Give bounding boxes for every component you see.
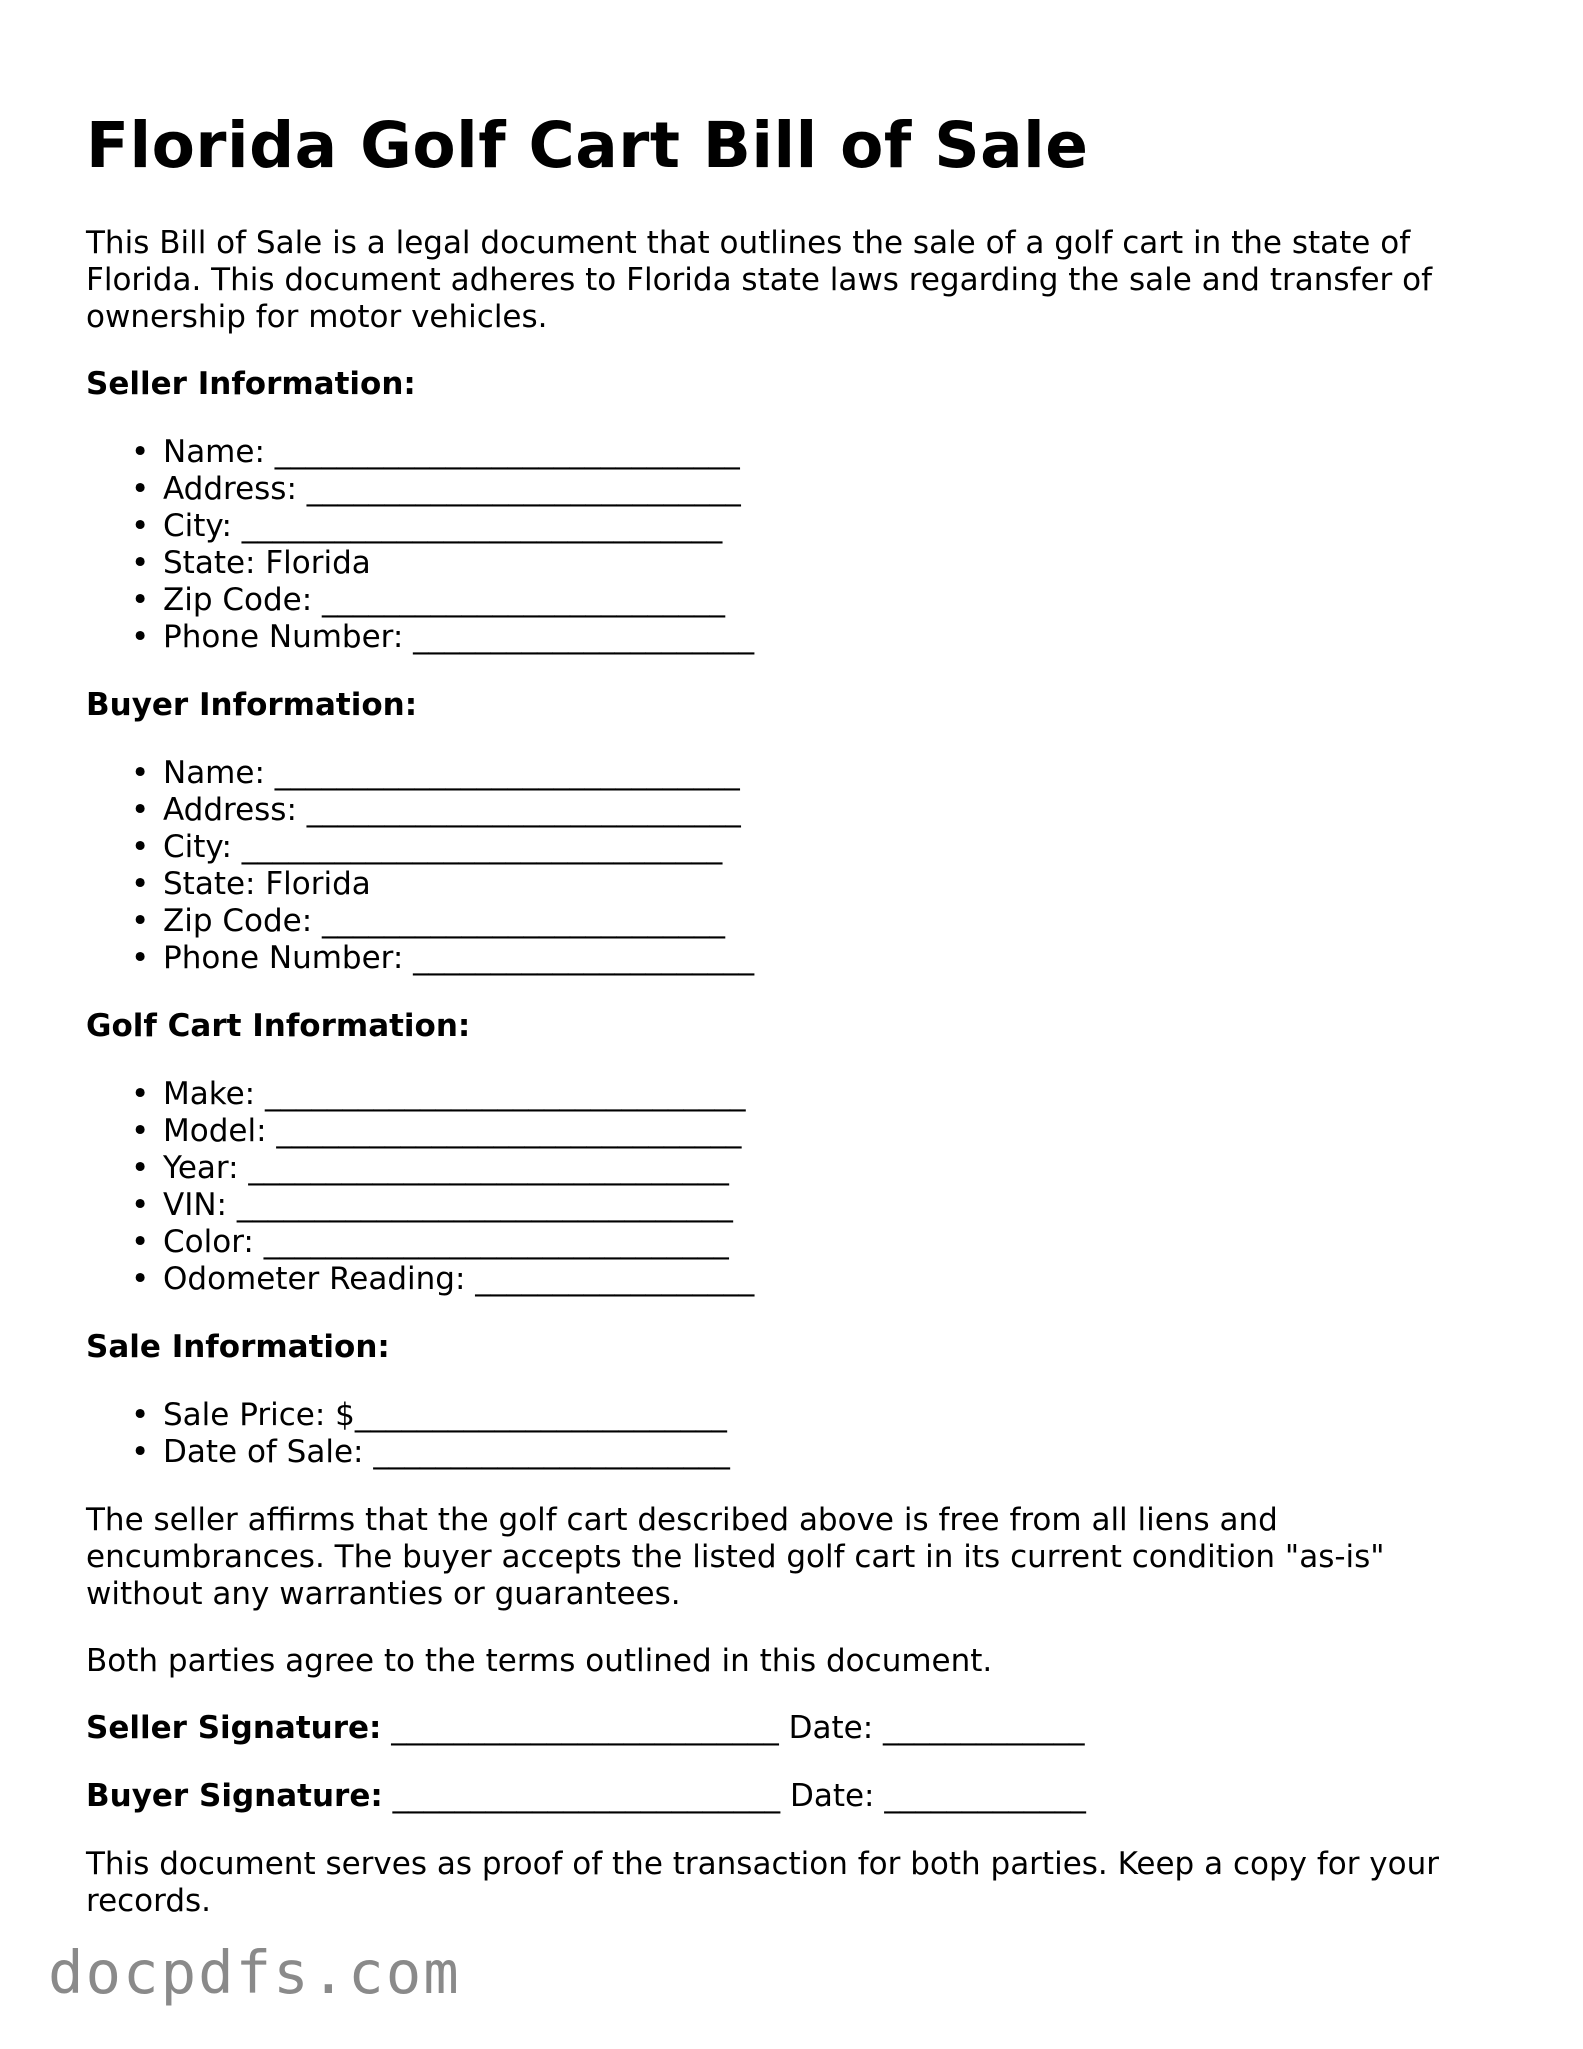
seller-phone-field — [86, 619, 1486, 656]
list-item-text: State: Florida — [163, 866, 371, 902]
bullet-icon: • — [131, 1113, 150, 1149]
list-item-text: Year: _______________________________ — [163, 1150, 729, 1186]
bullet-icon: • — [131, 1261, 150, 1297]
sale-info-list — [86, 1397, 1486, 1471]
list-item-text: Phone Number: ______________________ — [163, 940, 755, 976]
buyer-section-heading: Buyer Information: — [86, 687, 418, 723]
affirmation-paragraph: The seller affirms that the golf cart described above is free from all liens and encumbrances. The buyer accepts the listed golf cart in its current condition "as-is" without any warranties or guarantees. — [86, 1502, 1385, 1612]
intro-paragraph: This Bill of Sale is a legal document that outlines the sale of a golf cart in the state of Florida. This document adheres to Florida state laws regarding the sale and transfer of ownership for motor vehicles. — [86, 225, 1433, 335]
list-item-text: Phone Number: ______________________ — [163, 619, 755, 655]
bullet-icon: • — [131, 866, 150, 902]
buyer-signature-label: Buyer Signature: — [86, 1778, 383, 1814]
cart-color-field — [86, 1224, 1486, 1261]
seller-signature-blanks: _________________________ Date: _____________ — [381, 1710, 1085, 1746]
buyer-signature-line — [86, 1778, 1486, 1815]
buyer-city-field — [86, 829, 1486, 866]
document-page — [86, 105, 1486, 1950]
list-item-text: VIN: ________________________________ — [163, 1187, 733, 1223]
seller-name-field — [86, 434, 1486, 471]
buyer-info-list — [86, 755, 1486, 977]
seller-state-field — [86, 545, 1486, 582]
agreement-paragraph: Both parties agree to the terms outlined in this document. — [86, 1643, 993, 1679]
bullet-icon: • — [131, 545, 150, 581]
list-item-text: Color: ______________________________ — [163, 1224, 729, 1260]
bullet-icon: • — [131, 471, 150, 507]
watermark: docpdfs.com — [48, 1938, 461, 2007]
list-item-text: Address: ____________________________ — [163, 471, 741, 507]
list-item-text: State: Florida — [163, 545, 371, 581]
bullet-icon: • — [131, 1076, 150, 1112]
bullet-icon: • — [131, 1187, 150, 1223]
list-item-text: City: _______________________________ — [163, 508, 723, 544]
buyer-phone-field — [86, 940, 1486, 977]
buyer-state-field — [86, 866, 1486, 903]
seller-section-heading: Seller Information: — [86, 366, 416, 402]
seller-signature-line — [86, 1710, 1486, 1747]
list-item-text: City: _______________________________ — [163, 829, 723, 865]
document-title: Florida Golf Cart Bill of Sale — [86, 109, 1089, 182]
cart-vin-field — [86, 1187, 1486, 1224]
seller-info-list — [86, 434, 1486, 656]
sale-date-field — [86, 1434, 1486, 1471]
cart-odometer-field — [86, 1261, 1486, 1298]
cart-model-field — [86, 1113, 1486, 1150]
buyer-zip-field — [86, 903, 1486, 940]
bullet-icon: • — [131, 582, 150, 618]
list-item-text: Sale Price: $________________________ — [163, 1397, 727, 1433]
list-item-text: Name: ______________________________ — [163, 434, 740, 470]
bullet-icon: • — [131, 903, 150, 939]
list-item-text: Zip Code: __________________________ — [163, 903, 726, 939]
list-item-text: Zip Code: __________________________ — [163, 582, 726, 618]
buyer-signature-blanks: _________________________ Date: _____________ — [382, 1778, 1086, 1814]
bullet-icon: • — [131, 1224, 150, 1260]
list-item-text: Make: _______________________________ — [163, 1076, 746, 1112]
list-item-text: Odometer Reading: __________________ — [163, 1261, 755, 1297]
list-item-text: Model: ______________________________ — [163, 1113, 742, 1149]
buyer-name-field — [86, 755, 1486, 792]
buyer-address-field — [86, 792, 1486, 829]
seller-address-field — [86, 471, 1486, 508]
seller-city-field — [86, 508, 1486, 545]
cart-section-heading: Golf Cart Information: — [86, 1008, 471, 1044]
bullet-icon: • — [131, 1397, 150, 1433]
bullet-icon: • — [131, 434, 150, 470]
list-item-text: Date of Sale: _______________________ — [163, 1434, 730, 1470]
bullet-icon: • — [131, 829, 150, 865]
bullet-icon: • — [131, 1150, 150, 1186]
bullet-icon: • — [131, 619, 150, 655]
seller-zip-field — [86, 582, 1486, 619]
bullet-icon: • — [131, 1434, 150, 1470]
seller-signature-label: Seller Signature: — [86, 1710, 382, 1746]
list-item-text: Name: ______________________________ — [163, 755, 740, 791]
bullet-icon: • — [131, 755, 150, 791]
sale-section-heading: Sale Information: — [86, 1329, 390, 1365]
cart-year-field — [86, 1150, 1486, 1187]
cart-info-list — [86, 1076, 1486, 1298]
sale-price-field — [86, 1397, 1486, 1434]
bullet-icon: • — [131, 792, 150, 828]
cart-make-field — [86, 1076, 1486, 1113]
bullet-icon: • — [131, 940, 150, 976]
list-item-text: Address: ____________________________ — [163, 792, 741, 828]
bullet-icon: • — [131, 508, 150, 544]
closing-paragraph: This document serves as proof of the transaction for both parties. Keep a copy for your records. — [86, 1846, 1440, 1919]
